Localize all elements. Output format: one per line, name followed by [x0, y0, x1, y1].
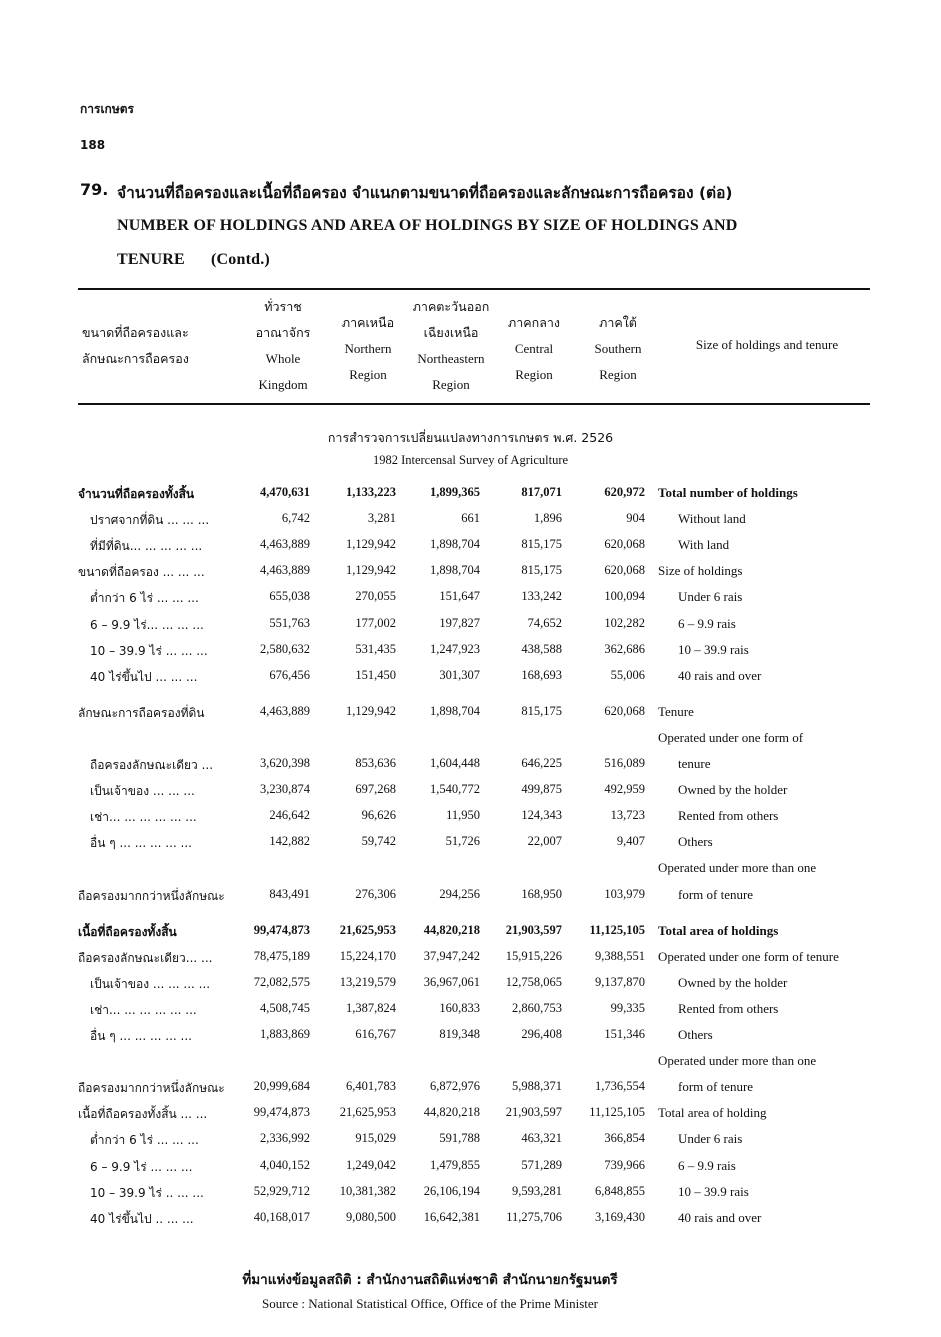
cell-southern: 100,094	[604, 589, 645, 604]
cell-whole-kingdom: 676,456	[269, 667, 310, 682]
cell-northern: 6,401,783	[346, 1079, 396, 1094]
title-english-line1: NUMBER OF HOLDINGS AND AREA OF HOLDINGS BY SIZE OF HOLDINGS AND	[117, 217, 738, 234]
cell-northern: 21,625,953	[339, 1105, 396, 1120]
table-header-rule	[78, 403, 870, 405]
table-row	[0, 730, 941, 756]
row-label-th: เช่า... ... ... ... ... ...	[90, 1002, 197, 1017]
cell-northeastern: 819,348	[439, 1027, 480, 1041]
cell-central: 168,693	[521, 667, 562, 682]
cell-central: 296,408	[521, 1027, 562, 1041]
row-label-en: 40 rais and over	[678, 1209, 762, 1225]
row-label-th: ลักษณะการถือครองที่ดิน	[78, 705, 205, 720]
cell-northern: 697,268	[355, 782, 396, 797]
table-row	[0, 537, 941, 563]
cell-northern: 853,636	[355, 756, 396, 770]
row-label-th: ถือครองลักษณะเดียว... ...	[78, 950, 213, 965]
cell-whole-kingdom: 655,038	[269, 589, 310, 604]
cell-southern: 3,169,430	[595, 1209, 645, 1224]
row-label-en: Total number of holdings	[658, 485, 798, 500]
cell-central: 499,875	[521, 782, 562, 797]
cell-southern: 492,959	[604, 782, 645, 797]
table-row	[0, 1184, 941, 1210]
cell-central: 646,225	[521, 756, 562, 770]
table-number: 79.	[80, 180, 109, 199]
cell-northeastern: 1,899,365	[430, 485, 480, 499]
row-label-th: เช่า... ... ... ... ... ...	[90, 810, 197, 825]
cell-southern: 103,979	[604, 886, 645, 901]
cell-southern: 904	[626, 511, 645, 526]
table-row	[0, 589, 941, 615]
row-label-th: 40 ไร่ขึ้นไป .. ... ...	[90, 1211, 194, 1226]
cell-northern: 1,129,942	[346, 703, 396, 718]
row-label-th: เป็นเจ้าของ ... ... ...	[90, 784, 195, 799]
col-header-northern: ภาคเหนือ Northern Region	[341, 315, 395, 382]
cell-northern: 1,129,942	[346, 563, 396, 578]
row-label-th: เนื้อที่ถือครองทั้งสิ้น	[78, 924, 177, 939]
cell-southern: 11,125,105	[589, 1105, 645, 1120]
cell-northern: 3,281	[367, 511, 396, 526]
table-row	[0, 1105, 941, 1131]
cell-northeastern: 1,247,923	[430, 641, 480, 656]
table-row	[0, 923, 941, 949]
table-row	[0, 563, 941, 589]
cell-central: 2,860,753	[512, 1000, 562, 1015]
row-label-th: อื่น ๆ ... ... ... ... ...	[90, 836, 192, 851]
table-row	[0, 834, 941, 860]
cell-northern: 1,249,042	[346, 1157, 396, 1172]
cell-northeastern: 44,820,218	[423, 922, 480, 937]
cell-southern: 6,848,855	[595, 1183, 645, 1198]
cell-northern: 531,435	[355, 641, 396, 656]
cell-northern: 96,626	[361, 808, 396, 823]
row-label-th: 10 – 39.9 ไร่ .. ... ...	[90, 1185, 204, 1200]
row-label-th: ต่ำกว่า 6 ไร่ ... ... ...	[90, 591, 199, 606]
survey-title-english: 1982 Intercensal Survey of Agriculture	[372, 453, 569, 467]
row-label-th: ขนาดที่ถือครอง ... ... ...	[78, 565, 205, 580]
col-header-label-en: Size of holdings and tenure	[695, 337, 839, 352]
row-label-th: ถือครองมากกว่าหนึ่งลักษณะ	[78, 1081, 225, 1096]
row-label-en: 10 – 39.9 rais	[678, 1183, 749, 1199]
cell-whole-kingdom: 99,474,873	[253, 1105, 310, 1120]
row-label-en: form of tenure	[678, 886, 754, 902]
cell-northeastern: 661	[461, 511, 480, 526]
row-label-en: Total area of holdings	[658, 922, 779, 938]
row-label-en: Size of holdings	[658, 563, 743, 579]
cell-northern: 915,029	[355, 1131, 396, 1146]
cell-northern: 1,133,223	[346, 485, 396, 499]
cell-whole-kingdom: 6,742	[281, 511, 310, 526]
cell-northeastern: 1,540,772	[430, 782, 480, 797]
row-label-th: ถือครองลักษณะเดียว ...	[90, 758, 214, 772]
cell-northeastern: 301,307	[439, 667, 480, 682]
row-label-th: อื่น ๆ ... ... ... ... ...	[90, 1029, 192, 1043]
table-row	[0, 949, 941, 975]
row-label-en: form of tenure	[678, 1079, 754, 1095]
cell-southern: 620,068	[604, 703, 645, 718]
cell-northeastern: 1,479,855	[430, 1157, 480, 1172]
cell-southern: 9,407	[616, 834, 645, 849]
cell-central: 9,593,281	[512, 1183, 562, 1198]
row-label-en: Owned by the holder	[678, 974, 788, 990]
cell-northeastern: 1,604,448	[430, 756, 480, 770]
cell-central: 815,175	[521, 563, 562, 578]
cell-whole-kingdom: 4,463,889	[260, 563, 310, 578]
cell-northern: 616,767	[355, 1027, 396, 1041]
cell-northeastern: 160,833	[439, 1000, 480, 1015]
cell-whole-kingdom: 1,883,869	[260, 1027, 310, 1041]
table-row	[0, 887, 941, 913]
cell-central: 21,903,597	[505, 922, 562, 937]
cell-northern: 59,742	[361, 834, 396, 849]
cell-whole-kingdom: 3,230,874	[260, 782, 310, 797]
cell-northeastern: 51,726	[445, 834, 480, 849]
row-label-th: 40 ไร่ขึ้นไป ... ... ...	[90, 669, 198, 684]
row-label-en: Others	[678, 1027, 713, 1042]
col-header-southern: ภาคใต้ Southern Region	[594, 315, 642, 382]
cell-whole-kingdom: 4,040,152	[260, 1157, 310, 1172]
survey-title-thai: การสำรวจการเปลี่ยนแปลงทางการเกษตร พ.ศ. 2526	[327, 430, 614, 445]
cell-central: 5,988,371	[512, 1079, 562, 1094]
table-row	[0, 1131, 941, 1157]
table-row	[0, 642, 941, 668]
row-label-th: 10 – 39.9 ไร่ ... ... ...	[90, 643, 208, 658]
cell-whole-kingdom: 843,491	[269, 886, 310, 901]
title-english-tenure: TENURE	[117, 251, 185, 268]
table-row	[0, 1210, 941, 1236]
cell-whole-kingdom: 4,508,745	[260, 1000, 310, 1015]
cell-central: 438,588	[521, 641, 562, 656]
cell-whole-kingdom: 4,470,631	[260, 485, 310, 499]
cell-northern: 10,381,382	[339, 1183, 396, 1198]
cell-southern: 99,335	[610, 1000, 645, 1015]
cell-central: 124,343	[521, 808, 562, 823]
row-label-en: tenure	[678, 756, 711, 771]
cell-southern: 55,006	[610, 667, 645, 682]
table-row	[0, 808, 941, 834]
cell-northeastern: 26,106,194	[423, 1183, 480, 1198]
cell-southern: 362,686	[604, 641, 645, 656]
table-row	[0, 756, 941, 782]
cell-northeastern: 36,967,061	[423, 974, 480, 989]
row-label-th: ต่ำกว่า 6 ไร่ ... ... ...	[90, 1133, 199, 1148]
cell-southern: 516,089	[604, 756, 645, 770]
cell-southern: 620,972	[604, 485, 645, 499]
source-english: Source : National Statistical Office, Office of the Prime Minister	[262, 1296, 598, 1311]
cell-central: 11,275,706	[506, 1209, 562, 1224]
table-row	[0, 704, 941, 730]
cell-whole-kingdom: 142,882	[269, 834, 310, 849]
cell-central: 571,289	[521, 1157, 562, 1172]
cell-central: 74,652	[527, 615, 562, 630]
cell-whole-kingdom: 78,475,189	[253, 948, 310, 963]
cell-northern: 1,129,942	[346, 537, 396, 552]
row-label-en: Without land	[678, 511, 746, 527]
section-header: การเกษตร	[80, 102, 134, 116]
row-label-en: Total area of holding	[658, 1105, 767, 1121]
cell-northern: 270,055	[355, 589, 396, 604]
cell-central: 12,758,065	[505, 974, 562, 989]
title-english-contd: (Contd.)	[211, 251, 270, 268]
cell-northeastern: 44,820,218	[423, 1105, 480, 1120]
cell-northeastern: 1,898,704	[430, 703, 480, 718]
table-row	[0, 782, 941, 808]
source-thai: ที่มาแห่งข้อมูลสถิติ : สำนักงานสถิติแห่งชาติ สำนักนายกรัฐมนตรี	[242, 1272, 618, 1288]
row-label-th: ถือครองมากกว่าหนึ่งลักษณะ	[78, 888, 225, 903]
cell-northeastern: 294,256	[439, 886, 480, 901]
row-label-th: เป็นเจ้าของ ... ... ... ...	[90, 976, 211, 991]
col-header-northeastern: ภาคตะวันออก เฉียงเหนือ Northeastern Region	[412, 299, 490, 392]
cell-central: 22,007	[527, 834, 562, 849]
cell-central: 21,903,597	[505, 1105, 562, 1120]
row-label-en: Under 6 rais	[678, 589, 743, 605]
cell-northeastern: 197,827	[439, 615, 480, 630]
row-label-en: Operated under more than one	[658, 1053, 817, 1069]
cell-central: 817,071	[521, 485, 562, 499]
table-row	[0, 975, 941, 1001]
cell-whole-kingdom: 72,082,575	[253, 974, 310, 989]
row-label-en: Rented from others	[678, 1000, 779, 1016]
cell-southern: 9,137,870	[595, 974, 645, 989]
cell-whole-kingdom: 246,642	[269, 808, 310, 823]
row-label-en: Under 6 rais	[678, 1131, 743, 1147]
cell-southern: 11,125,105	[589, 922, 645, 937]
cell-northern: 9,080,500	[346, 1209, 396, 1224]
cell-southern: 620,068	[604, 537, 645, 552]
cell-whole-kingdom: 4,463,889	[260, 537, 310, 552]
cell-northeastern: 591,788	[439, 1131, 480, 1146]
cell-northern: 15,224,170	[339, 948, 396, 963]
row-label-en: With land	[678, 537, 730, 553]
title-thai: จำนวนที่ถือครองและเนื้อที่ถือครอง จำแนกตามขนาดที่ถือครองและลักษณะการถือครอง (ต่อ)	[117, 184, 733, 202]
table-top-rule	[78, 288, 870, 290]
cell-northeastern: 1,898,704	[430, 537, 480, 552]
col-header-whole-kingdom: ทั่วราช อาณาจักร Whole Kingdom	[255, 299, 311, 392]
cell-northern: 21,625,953	[339, 922, 396, 937]
table-row	[0, 616, 941, 642]
row-label-en: 6 – 9.9 rais	[678, 1157, 736, 1173]
cell-whole-kingdom: 52,929,712	[253, 1183, 310, 1198]
cell-central: 168,950	[521, 886, 562, 901]
cell-northeastern: 37,947,242	[423, 948, 480, 963]
cell-whole-kingdom: 20,999,684	[253, 1079, 310, 1094]
cell-southern: 620,068	[604, 563, 645, 578]
cell-whole-kingdom: 2,580,632	[260, 641, 310, 656]
table-row	[0, 860, 941, 886]
cell-southern: 13,723	[610, 808, 645, 823]
row-label-en: Operated under one form of tenure	[658, 948, 839, 964]
cell-whole-kingdom: 4,463,889	[260, 703, 310, 718]
cell-northeastern: 16,642,381	[423, 1209, 480, 1224]
page-number: 188	[80, 138, 106, 152]
cell-whole-kingdom: 40,168,017	[253, 1209, 310, 1224]
row-label-en: 40 rais and over	[678, 667, 762, 683]
table-row	[0, 1001, 941, 1027]
row-label-en: Owned by the holder	[678, 782, 788, 798]
cell-central: 1,896	[533, 511, 562, 526]
cell-northern: 151,450	[355, 667, 396, 682]
cell-northern: 177,002	[355, 615, 396, 630]
row-label-en: Tenure	[658, 703, 694, 719]
cell-northeastern: 11,950	[446, 808, 480, 823]
table-row	[0, 1053, 941, 1079]
cell-northern: 276,306	[355, 886, 396, 901]
cell-southern: 102,282	[604, 615, 645, 630]
row-label-th: จำนวนที่ถือครองทั้งสิ้น	[78, 487, 195, 501]
row-label-en: Others	[678, 834, 713, 850]
cell-central: 463,321	[521, 1131, 562, 1146]
cell-northern: 13,219,579	[339, 974, 396, 989]
cell-whole-kingdom: 551,763	[269, 615, 310, 630]
cell-central: 815,175	[521, 537, 562, 552]
cell-central: 15,915,226	[505, 948, 562, 963]
cell-southern: 1,736,554	[595, 1079, 645, 1094]
cell-whole-kingdom: 3,620,398	[260, 756, 310, 770]
row-label-th: 6 – 9.9 ไร่ ... ... ...	[90, 1159, 193, 1174]
cell-northern: 1,387,824	[346, 1000, 396, 1015]
row-label-th: 6 – 9.9 ไร่... ... ... ...	[90, 617, 204, 632]
row-label-th: เนื้อที่ถือครองทั้งสิ้น ... ...	[78, 1107, 208, 1122]
cell-southern: 366,854	[604, 1131, 645, 1146]
cell-northeastern: 151,647	[439, 589, 480, 604]
table-row	[0, 511, 941, 537]
table-row	[0, 668, 941, 694]
table-row	[0, 485, 941, 511]
table-row	[0, 1027, 941, 1053]
row-label-th: ที่มีที่ดิน... ... ... ... ...	[90, 539, 203, 554]
cell-southern: 151,346	[604, 1027, 645, 1041]
row-label-th: ปราศจากที่ดิน ... ... ...	[90, 513, 210, 528]
cell-southern: 739,966	[604, 1157, 645, 1172]
col-header-central: ภาคกลาง Central Region	[508, 315, 560, 382]
row-label-en: 10 – 39.9 rais	[678, 641, 749, 657]
cell-northeastern: 1,898,704	[430, 563, 480, 578]
cell-southern: 9,388,551	[595, 948, 645, 963]
row-label-en: Operated under more than one	[658, 860, 817, 876]
table-row	[0, 1158, 941, 1184]
cell-northeastern: 6,872,976	[430, 1079, 480, 1094]
cell-central: 133,242	[521, 589, 562, 604]
row-label-en: Operated under one form of	[658, 729, 804, 745]
table-row	[0, 1079, 941, 1105]
cell-whole-kingdom: 2,336,992	[260, 1131, 310, 1146]
col-header-label-th: ขนาดที่ถือครองและ ลักษณะการถือครอง	[82, 325, 189, 366]
row-label-en: Rented from others	[678, 808, 779, 824]
cell-central: 815,175	[521, 703, 562, 718]
cell-whole-kingdom: 99,474,873	[253, 922, 310, 937]
row-label-en: 6 – 9.9 rais	[678, 615, 736, 631]
